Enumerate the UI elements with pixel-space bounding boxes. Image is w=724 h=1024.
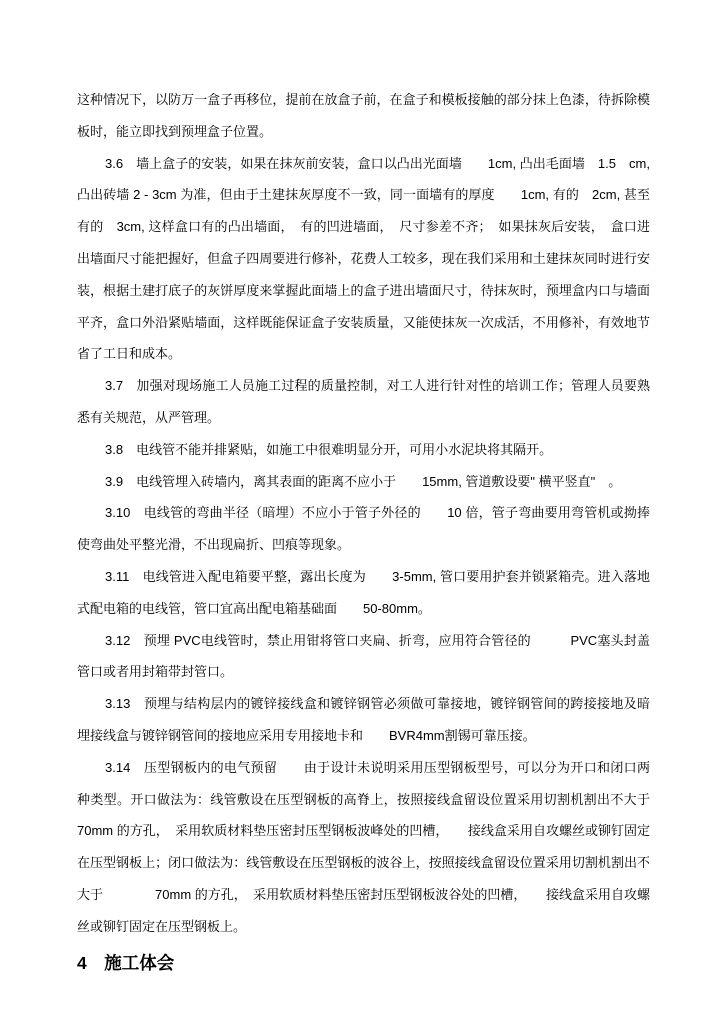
paragraph-continuation: 这种情况下，以防万一盒子再移位，提前在放盒子前，在盒子和模板接触的部分抹上色漆，待拆除模板时，能立即找到预埋盒子位置。 [77, 92, 650, 139]
paragraph-3-9: 3.9 电线管埋入砖墙内，离其表面的距离不应小于 15mm, 管道敷设要" 横平竖直" 。 [105, 473, 622, 489]
paragraph-3-11: 3.11 电线管进入配电箱要平整，露出长度为 3-5mm, 管口要用护套并锁紧箱壳。进入落地式配电箱的电线管，管口宜高出配电箱基础面 50-80mm。 [77, 568, 650, 616]
section-heading-4: 4 施工体会 [77, 952, 175, 973]
document-body [77, 84, 703, 993]
paragraph-3-10: 3.10 电线管的弯曲半径（暗埋）不应小于管子外径的 10 倍，管子弯曲要用弯管机或拗捧使弯曲处平整光滑，不出现扁折、凹痕等现象。 [77, 505, 650, 553]
paragraph-3-13: 3.13 预埋与结构层内的镀锌接线盒和镀锌钢管必须做可靠接地，镀锌钢管间的跨接接地及暗埋接线盒与镀锌钢管间的接地应采用专用接地卡和 BVR4mm割锡可靠压接。 [77, 696, 650, 743]
paragraph-3-6: 3.6 墙上盒子的安装，如果在抹灰前安装，盒口以凸出光面墙 1cm, 凸出毛面墙 1.5 cm, 凸出砖墙 2 - 3cm 为准，但由于土建抹灰厚度不一致，同一面墙有的厚度 1cm, 有的 2cm, 甚至有的 3cm, 这样盒口有的凸出墙面， 有的凹进墙面， 尺寸参差不齐； 如果抹灰后安装， 盒口进出墙面尺寸能把握好，但盒子四周要进行修补，花费人工较多，现在我们采用和土建抹灰同时进行安装，根据土建打底子的灰饼厚度来掌握此面墙上的盒子进出墙面尺寸，待抹灰时，预埋盒内口与墙面平齐，盒口外沿紧贴墙面，这样既能保证盒子安装质量，又能使抹灰一次成活，不用修补，有效地节省了工日和成本。 [77, 155, 654, 362]
paragraph-3-8: 3.8 电线管不能并排紧贴，如施工中很难明显分开，可用小水泥块将其隔开。 [105, 441, 553, 457]
paragraph-3-12: 3.12 预埋 PVC电线管时，禁止用钳将管口夹扁、折弯，应用符合管径的 PVC塞头封盖管口或者用封箱带封管口。 [77, 632, 650, 680]
paragraph-3-14: 3.14 压型钢板内的电气预留 由于设计未说明采用压型钢板型号，可以分为开口和闭口两种类型。开口做法为：线管敷设在压型钢板的高脊上，按照接线盒留设位置采用切割机割出不大于 70mm 的方孔， 采用软质材料垫压密封压型钢板波峰处的凹槽， 接线盒采用自攻螺丝或铆钉固定在压型钢板上；闭口做法为：线管敷设在压型钢板的波谷上，按照接线盒留设位置采用切割机割出不大于 70mm 的方孔， 采用软质材料垫压密封压型钢板波谷处的凹槽， 接线盒采用自攻螺丝或铆钉固定在压型钢板上。 [77, 759, 703, 934]
paragraph-3-7: 3.7 加强对现场施工人员施工过程的质量控制，对工人进行针对性的培训工作；管理人员要熟悉有关规范，从严管理。 [77, 378, 650, 425]
